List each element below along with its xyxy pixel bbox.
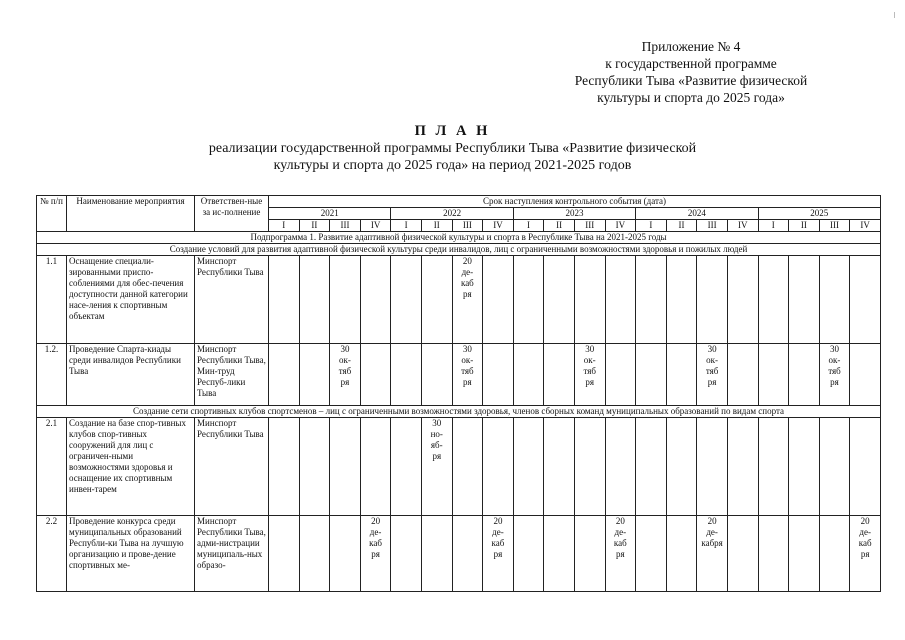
deadline-cell	[758, 256, 789, 344]
subprogram-heading: Подпрограмма 1. Развитие адаптивной физической культуры и спорта в Республике Тыва на 2021-2025 годы	[37, 232, 881, 244]
deadline-cell: 30 ок- тяб ря	[330, 344, 361, 406]
deadline-cell	[360, 256, 391, 344]
row-number: 2.1	[37, 418, 67, 516]
appendix-line: Приложение № 4	[641, 39, 741, 54]
deadline-cell	[269, 418, 300, 516]
appendix-line: Республики Тыва «Развитие физической	[574, 73, 808, 88]
deadline-cell	[789, 516, 820, 592]
deadline-cell	[819, 256, 850, 344]
activity-name: Проведение Спарта-киады среди инвалидов Республики Тыва	[67, 344, 195, 406]
deadline-cell	[360, 418, 391, 516]
responsible: Минспорт Республики Тыва	[195, 418, 269, 516]
quarter-header: I	[513, 220, 544, 232]
deadline-cell	[636, 418, 667, 516]
quarter-header: IV	[483, 220, 514, 232]
quarter-header: III	[697, 220, 728, 232]
deadline-cell	[727, 256, 758, 344]
deadline-cell: 20 де- каб ря	[452, 256, 483, 344]
deadline-cell	[574, 418, 605, 516]
col-header-name: Наименование мероприятия	[67, 196, 195, 232]
col-header-resp: Ответствен-ные за ис-полнение	[195, 196, 269, 232]
deadline-cell	[269, 256, 300, 344]
table-row	[37, 344, 881, 406]
deadline-cell	[330, 256, 361, 344]
plan-heading: П Л А Н	[414, 123, 491, 139]
quarter-header: III	[330, 220, 361, 232]
row-number: 1.1	[37, 256, 67, 344]
deadline-cell	[391, 344, 422, 406]
deadline-cell	[544, 516, 575, 592]
deadline-cell	[421, 516, 452, 592]
deadline-cell	[421, 344, 452, 406]
deadline-cell	[850, 418, 881, 516]
deadline-cell: 30 ок- тяб ря	[574, 344, 605, 406]
deadline-cell: 30 ок- тяб ря	[697, 344, 728, 406]
title-line-2: культуры и спорта до 2025 года» на период 2021-2025 годов	[273, 158, 632, 173]
appendix-line: к государственной программе	[605, 56, 777, 71]
deadline-cell	[697, 418, 728, 516]
deadline-cell	[605, 344, 636, 406]
deadline-cell	[605, 256, 636, 344]
deadline-cell	[452, 516, 483, 592]
section-heading: Создание сети спортивных клубов спортсменов – лиц с ограниченными возможностями здоровья, членов сборных команд муниципальных образований по видам спорта	[37, 406, 881, 418]
deadline-cell	[666, 256, 697, 344]
year-header: 2023	[513, 208, 635, 220]
quarter-header: II	[299, 220, 330, 232]
deadline-cell: 30 ок- тяб ря	[819, 344, 850, 406]
deadline-cell	[544, 256, 575, 344]
quarter-header: II	[421, 220, 452, 232]
deadline-cell	[483, 418, 514, 516]
responsible: Минспорт Республики Тыва, адми-нистрации муниципаль-ных образо-	[195, 516, 269, 592]
deadline-cell	[574, 516, 605, 592]
margin-mark	[894, 12, 895, 18]
quarter-header: II	[544, 220, 575, 232]
deadline-cell: 20 де- кабря	[697, 516, 728, 592]
deadline-cell	[636, 344, 667, 406]
deadline-cell	[727, 344, 758, 406]
activity-name: Проведение конкурса среди муниципальных образований Республи-ки Тыва на лучшую организацию и прове-дение спортивных ме-	[67, 516, 195, 592]
section-heading: Создание условий для развития адаптивной физической культуры среди инвалидов, лиц с ограниченными возможностями здоровья и пожилых людей	[37, 244, 881, 256]
quarter-header: III	[819, 220, 850, 232]
deadline-cell	[789, 418, 820, 516]
deadline-cell	[605, 418, 636, 516]
deadline-cell	[391, 418, 422, 516]
deadline-cell: 20 де- каб ря	[483, 516, 514, 592]
appendix-note	[541, 38, 841, 106]
table-row	[37, 516, 881, 592]
deadline-cell	[758, 344, 789, 406]
quarter-header: I	[391, 220, 422, 232]
deadline-cell	[330, 516, 361, 592]
col-header-deadline: Срок наступления контрольного события (дата)	[269, 196, 881, 208]
deadline-cell	[574, 256, 605, 344]
deadline-cell	[544, 344, 575, 406]
deadline-cell	[819, 516, 850, 592]
deadline-cell	[789, 344, 820, 406]
deadline-cell	[544, 418, 575, 516]
deadline-cell	[391, 256, 422, 344]
deadline-cell: 20 де- каб ря	[605, 516, 636, 592]
quarter-header: II	[789, 220, 820, 232]
row-number: 1.2.	[37, 344, 67, 406]
deadline-cell	[513, 344, 544, 406]
deadline-cell	[269, 516, 300, 592]
deadline-cell	[452, 418, 483, 516]
deadline-cell	[636, 256, 667, 344]
deadline-cell	[758, 418, 789, 516]
deadline-cell	[727, 418, 758, 516]
appendix-line: культуры и спорта до 2025 года»	[597, 90, 785, 105]
deadline-cell	[758, 516, 789, 592]
deadline-cell	[330, 418, 361, 516]
deadline-cell	[483, 344, 514, 406]
deadline-cell	[513, 418, 544, 516]
year-header: 2025	[758, 208, 881, 220]
deadline-cell: 30 ок- тяб ря	[452, 344, 483, 406]
quarter-header: I	[269, 220, 300, 232]
deadline-cell: 20 де- каб ря	[850, 516, 881, 592]
deadline-cell	[391, 516, 422, 592]
quarter-header: IV	[727, 220, 758, 232]
quarter-header: II	[666, 220, 697, 232]
deadline-cell	[269, 344, 300, 406]
year-header: 2021	[269, 208, 391, 220]
deadline-cell	[666, 516, 697, 592]
title-line-1: реализации государственной программы Республики Тыва «Развитие физической	[208, 141, 697, 156]
deadline-cell	[299, 418, 330, 516]
responsible: Минспорт Республики Тыва, Мин-труд Респуб-лики Тыва	[195, 344, 269, 406]
deadline-cell	[513, 516, 544, 592]
deadline-cell: 20 де- каб ря	[360, 516, 391, 592]
deadline-cell	[299, 256, 330, 344]
deadline-cell	[666, 418, 697, 516]
document-title	[0, 123, 905, 174]
quarter-header: IV	[605, 220, 636, 232]
row-number: 2.2	[37, 516, 67, 592]
deadline-cell	[819, 418, 850, 516]
deadline-cell	[421, 256, 452, 344]
year-header: 2024	[636, 208, 758, 220]
table-row	[37, 418, 881, 516]
deadline-cell	[789, 256, 820, 344]
activity-name: Создание на базе спор-тивных клубов спор-тивных сооружений для лиц с ограничен-ными возможностями здоровья и оснащение их спортивным инвен-тарем	[67, 418, 195, 516]
quarter-header: III	[452, 220, 483, 232]
deadline-cell	[299, 516, 330, 592]
responsible: Минспорт Республики Тыва	[195, 256, 269, 344]
activity-name: Оснащение специали-зированными приспо-соблениями для обес-печения доступности данной категории насе-ления к спортивным объектам	[67, 256, 195, 344]
deadline-cell	[727, 516, 758, 592]
quarter-header: III	[574, 220, 605, 232]
deadline-cell: 30 но- яб- ря	[421, 418, 452, 516]
quarter-header: IV	[360, 220, 391, 232]
quarter-header: I	[758, 220, 789, 232]
quarter-header: I	[636, 220, 667, 232]
col-header-num: № п/п	[37, 196, 67, 232]
quarter-header: IV	[850, 220, 881, 232]
deadline-cell	[299, 344, 330, 406]
deadline-cell	[666, 344, 697, 406]
deadline-cell	[850, 256, 881, 344]
deadline-cell	[636, 516, 667, 592]
deadline-cell	[360, 344, 391, 406]
deadline-cell	[850, 344, 881, 406]
table-row	[37, 256, 881, 344]
plan-table	[36, 195, 881, 592]
deadline-cell	[697, 256, 728, 344]
year-header: 2022	[391, 208, 513, 220]
deadline-cell	[483, 256, 514, 344]
deadline-cell	[513, 256, 544, 344]
